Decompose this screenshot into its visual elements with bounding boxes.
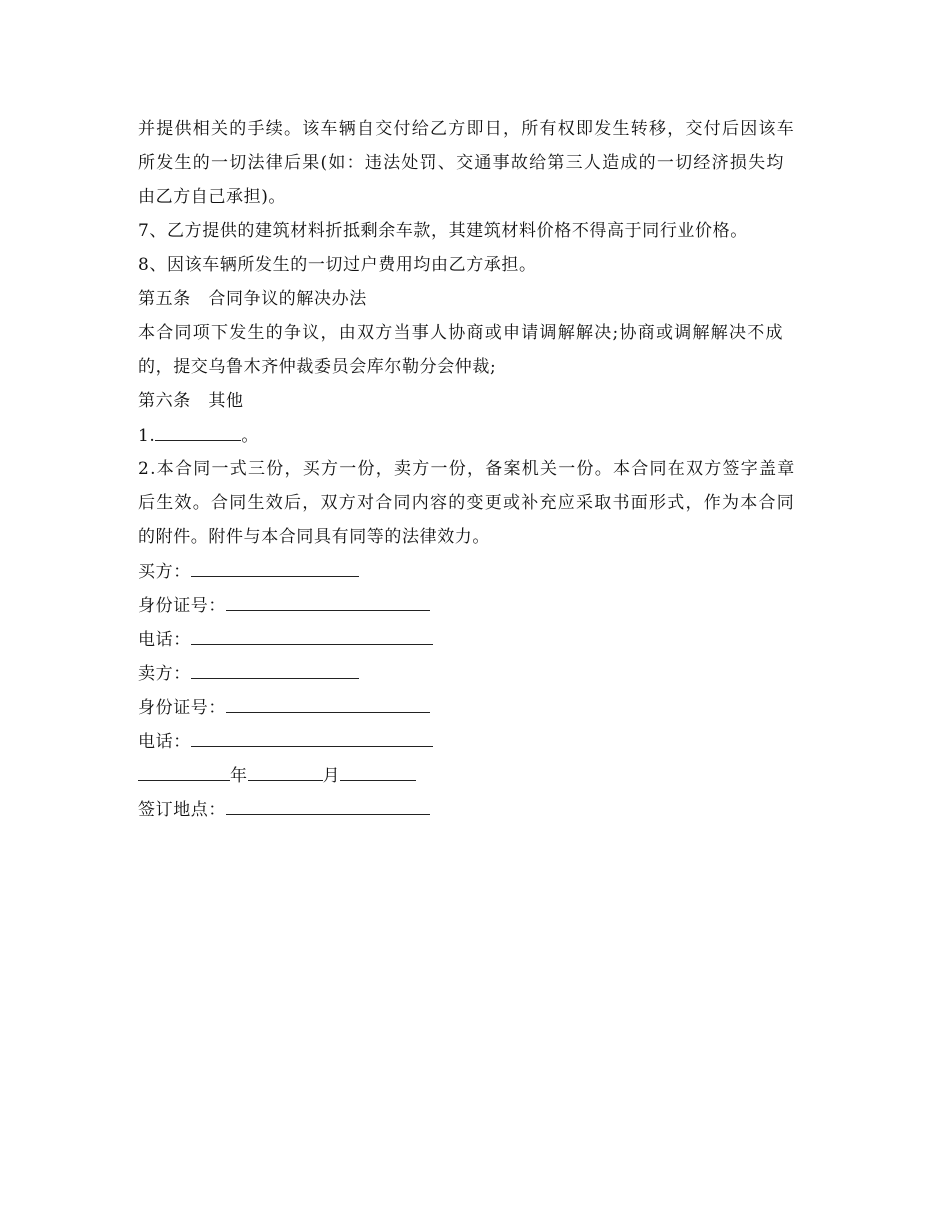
clause-1 bbox=[138, 418, 813, 452]
year-blank bbox=[138, 758, 230, 781]
buyer-phone-blank bbox=[191, 622, 433, 645]
buyer-label: 买方： bbox=[138, 562, 191, 582]
seller-field bbox=[138, 656, 813, 690]
paragraph-line: 由乙方自己承担)。 bbox=[138, 187, 287, 207]
clause-1-prefix: 1. bbox=[138, 426, 156, 446]
clause-1-blank bbox=[155, 418, 241, 441]
clause-2-line: 2.本合同一式三份，买方一份，卖方一份，备案机关一份。本合同在双方签字盖章 bbox=[138, 459, 796, 479]
seller-phone-label: 电话： bbox=[138, 732, 191, 752]
clause-8: 8、因该车辆所发生的一切过户费用均由乙方承担。 bbox=[138, 255, 537, 275]
paragraph-line: 所发生的一切法律后果(如：违法处罚、交通事故给第三人造成的一切经济损失均 bbox=[138, 153, 785, 173]
buyer-phone-field bbox=[138, 622, 813, 656]
seller-label: 卖方： bbox=[138, 664, 191, 684]
contract-page bbox=[138, 112, 813, 826]
signing-place-field bbox=[138, 792, 813, 826]
seller-phone-field bbox=[138, 724, 813, 758]
month-label: 月 bbox=[322, 766, 341, 786]
buyer-phone-label: 电话： bbox=[138, 630, 191, 650]
article-5-title: 第五条 合同争议的解决办法 bbox=[138, 289, 367, 309]
signing-place-blank bbox=[226, 792, 430, 815]
clause-1-suffix: 。 bbox=[241, 426, 260, 446]
month-blank bbox=[248, 758, 323, 781]
article-5-body-line: 本合同项下发生的争议，由双方当事人协商或申请调解解决;协商或调解解决不成 bbox=[138, 323, 784, 343]
seller-id-field bbox=[138, 690, 813, 724]
clause-2-line: 的附件。附件与本合同具有同等的法律效力。 bbox=[138, 527, 490, 547]
clause-7: 7、乙方提供的建筑材料折抵剩余车款，其建筑材料价格不得高于同行业价格。 bbox=[138, 221, 748, 241]
seller-id-blank bbox=[226, 690, 430, 713]
signing-place-label: 签订地点： bbox=[138, 800, 226, 820]
buyer-field bbox=[138, 554, 813, 588]
seller-blank bbox=[191, 656, 359, 679]
buyer-id-label: 身份证号： bbox=[138, 596, 226, 616]
date-field bbox=[138, 758, 813, 792]
article-5-body-line: 的，提交乌鲁木齐仲裁委员会库尔勒分会仲裁; bbox=[138, 357, 497, 377]
seller-phone-blank bbox=[191, 724, 433, 747]
article-6-title: 第六条 其他 bbox=[138, 391, 244, 411]
seller-id-label: 身份证号： bbox=[138, 698, 226, 718]
paragraph-line: 并提供相关的手续。该车辆自交付给乙方即日，所有权即发生转移，交付后因该车 bbox=[138, 119, 795, 139]
clause-2-line: 后生效。合同生效后，双方对合同内容的变更或补充应采取书面形式，作为本合同 bbox=[138, 493, 795, 513]
buyer-id-field bbox=[138, 588, 813, 622]
year-label: 年 bbox=[230, 766, 248, 786]
day-blank bbox=[340, 758, 416, 781]
buyer-blank bbox=[191, 554, 359, 577]
buyer-id-blank bbox=[226, 588, 430, 611]
